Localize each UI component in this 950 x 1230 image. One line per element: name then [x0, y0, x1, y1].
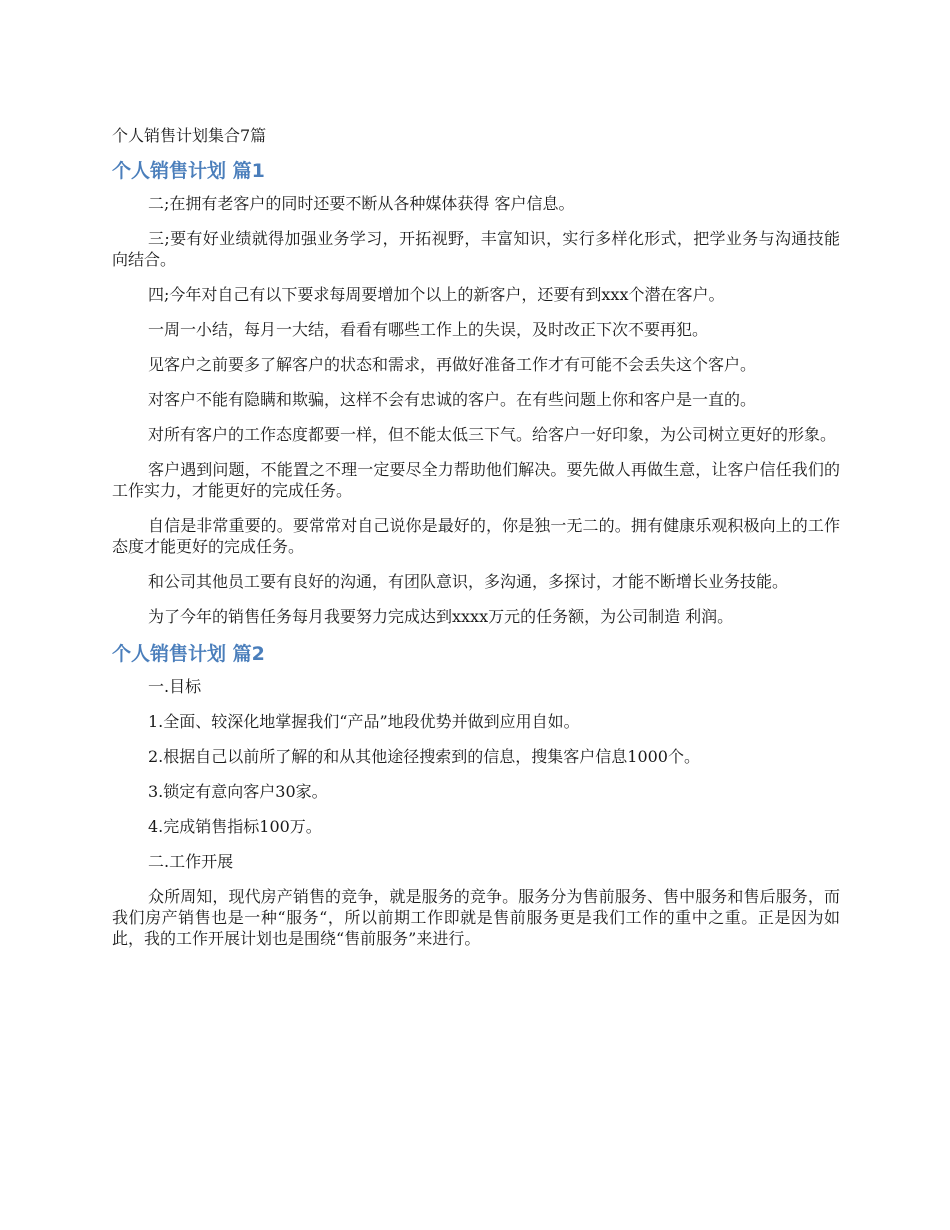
document-page: [112, 124, 840, 963]
paragraph: 自信是非常重要的。要常常对自己说你是最好的，你是独一无二的。拥有健康乐观积极向上的工作态度才能更好的完成任务。: [112, 516, 840, 556]
paragraph: 一.目标: [148, 677, 202, 696]
paragraph: 对所有客户的工作态度都要一样，但不能太低三下气。给客户一好印象，为公司树立更好的形象。: [148, 425, 837, 444]
paragraph: 为了今年的销售任务每月我要努力完成达到xxxx万元的任务额，为公司制造 利润。: [148, 607, 734, 626]
paragraph: 见客户之前要多了解客户的状态和需求，再做好准备工作才有可能不会丢失这个客户。: [148, 355, 757, 374]
paragraph: 四;今年对自己有以下要求每周要增加个以上的新客户，还要有到xxx个潜在客户。: [148, 285, 725, 304]
paragraph: 二.工作开展: [148, 852, 234, 871]
paragraph: 2.根据自己以前所了解的和从其他途径搜索到的信息，搜集客户信息1000个。: [148, 747, 700, 766]
paragraph: 对客户不能有隐瞒和欺骗，这样不会有忠诚的客户。在有些问题上你和客户是一直的。: [148, 390, 757, 409]
paragraph: 1.全面、较深化地掌握我们“产品”地段优势并做到应用自如。: [148, 712, 580, 731]
paragraph: 4.完成销售指标100万。: [148, 817, 322, 836]
paragraph: 二;在拥有老客户的同时还要不断从各种媒体获得 客户信息。: [148, 194, 575, 213]
section-heading: 个人销售计划 篇1: [112, 160, 265, 182]
section-1: [112, 158, 840, 627]
paragraph: 和公司其他员工要有良好的沟通，有团队意识，多沟通，多探讨，才能不断增长业务技能。: [148, 572, 789, 591]
paragraph: 三;要有好业绩就得加强业务学习，开拓视野，丰富知识，实行多样化形式，把学业务与沟通技能向结合。: [112, 229, 840, 269]
paragraph: 3.锁定有意向客户30家。: [148, 782, 328, 801]
paragraph: 众所周知，现代房产销售的竞争，就是服务的竞争。服务分为售前服务、售中服务和售后服务，而我们房产销售也是一种“服务“，所以前期工作即就是售前服务更是我们工作的重中之重。正是因为如此，我的工作开展计划也是围绕“售前服务”来进行。: [112, 887, 840, 948]
section-2: [112, 641, 840, 949]
paragraph: 一周一小结，每月一大结，看看有哪些工作上的失误，及时改正下次不要再犯。: [148, 320, 709, 339]
section-heading: 个人销售计划 篇2: [112, 643, 265, 665]
document-title: 个人销售计划集合7篇: [112, 126, 267, 145]
paragraph: 客户遇到问题，不能置之不理一定要尽全力帮助他们解决。要先做人再做生意，让客户信任我们的工作实力，才能更好的完成任务。: [112, 460, 840, 500]
